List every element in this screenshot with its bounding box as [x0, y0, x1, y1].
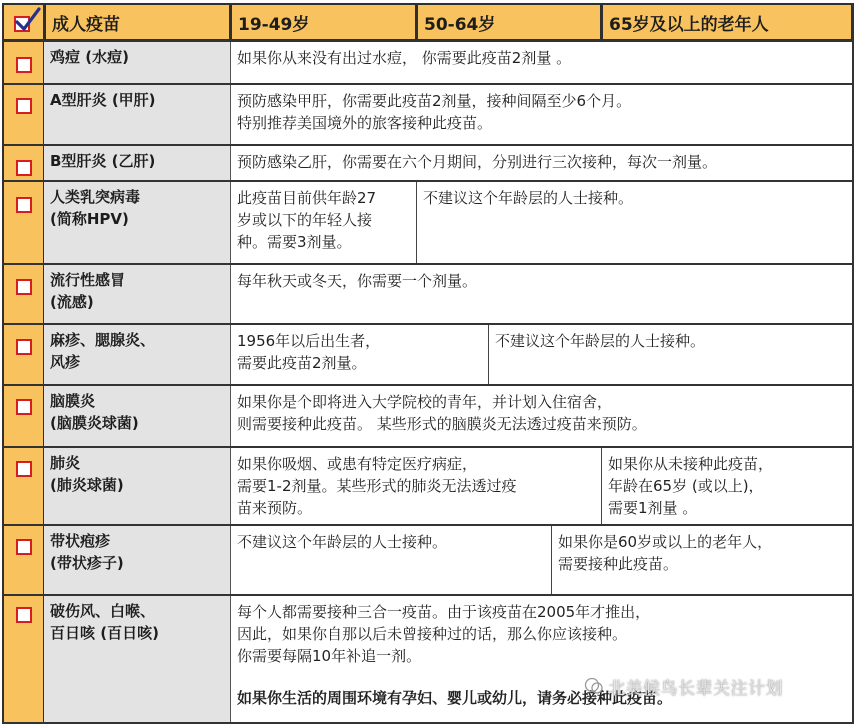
vaccine-name: 破伤风、白喉、 百日咳 (百日咳)	[44, 595, 231, 724]
checkbox-cell	[2, 385, 44, 447]
recommendation-cell: 不建议这个年龄层的人士接种。	[488, 324, 853, 385]
row-checkbox[interactable]	[16, 279, 32, 295]
header-age-50-64: 50-64岁	[416, 3, 602, 41]
row-checkbox[interactable]	[16, 57, 32, 73]
recommendation-cell: 如果你从未接种此疫苗， 年龄在65岁 (或以上)， 需要1剂量 。	[601, 447, 853, 525]
row-divider	[2, 144, 853, 146]
recommendation-cell: 预防感染乙肝，你需要在六个月期间，分别进行三次接种，每次一剂量。	[231, 145, 853, 181]
recommendation-cell: 每年秋天或冬天，你需要一个剂量。	[231, 264, 853, 324]
recommendation-cell: 不建议这个年龄层的人士接种。	[231, 525, 551, 595]
header-vaccine: 成人疫苗	[44, 3, 231, 41]
row-checkbox[interactable]	[16, 607, 32, 623]
row-divider	[2, 524, 853, 526]
row-checkbox[interactable]	[16, 399, 32, 415]
table-right-border	[852, 3, 854, 724]
checkbox-cell	[2, 41, 44, 84]
recommendation-cell: 如果你吸烟、或患有特定医疗病症， 需要1-2剂量。某些形式的肺炎无法透过疫 苗来预防。	[231, 447, 601, 525]
recommendation-cell: 如果你是60岁或以上的老年人， 需要接种此疫苗。	[551, 525, 853, 595]
recommendation-cell: 1956年以后出生者， 需要此疫苗2剂量。	[231, 324, 488, 385]
row-checkbox[interactable]	[16, 197, 32, 213]
row-divider	[2, 446, 853, 448]
table-bottom-border	[2, 722, 853, 724]
row-checkbox[interactable]	[16, 539, 32, 555]
checkbox-column-header	[2, 3, 44, 41]
checkbox-cell	[2, 264, 44, 324]
checkbox-cell	[2, 525, 44, 595]
checkbox-cell	[2, 145, 44, 181]
vaccine-name: A型肝炎 (甲肝)	[44, 84, 231, 145]
recommendation-cell: 如果你是个即将进入大学院校的青年，并计划入住宿舍， 则需要接种此疫苗。 某些形式的脑膜炎无法透过疫苗来预防。	[231, 385, 853, 447]
recommendation-cell: 如果你从来没有出过水痘， 你需要此疫苗2剂量 。	[231, 41, 853, 84]
vaccine-name: 鸡痘 (水痘)	[44, 41, 231, 84]
checkbox-cell	[2, 84, 44, 145]
recommendation-cell: 此疫苗目前供年龄27 岁或以下的年轻人接 种。需要3剂量。	[231, 181, 416, 264]
checkbox-cell	[2, 181, 44, 264]
vaccine-name: 带状疱疹 (带状疹子)	[44, 525, 231, 595]
row-divider	[2, 594, 853, 596]
header-age-65-plus: 65岁及以上的老年人	[601, 3, 853, 41]
row-divider	[2, 384, 853, 386]
row-checkbox[interactable]	[16, 160, 32, 176]
row-checkbox[interactable]	[16, 339, 32, 355]
row-divider	[2, 83, 853, 85]
vaccine-name: 人类乳突病毒 (简称HPV)	[44, 181, 231, 264]
checkbox-cell	[2, 447, 44, 525]
checkmark-icon	[12, 5, 42, 35]
row-divider	[2, 263, 853, 265]
watermark: 北美候鸟长辈关注计划	[608, 679, 783, 699]
emphasis-note: 如果你生活的周围环境有孕妇、婴儿或幼儿，请务必接种此疫苗。	[237, 689, 673, 707]
header-age-19-49: 19-49岁	[230, 3, 417, 41]
vaccine-name: 脑膜炎 (脑膜炎球菌)	[44, 385, 231, 447]
checkbox-cell	[2, 595, 44, 724]
vaccine-name: 麻疹、腮腺炎、 风疹	[44, 324, 231, 385]
recommendation-cell: 每个人都需要接种三合一疫苗。由于该疫苗在2005年才推出， 因此，如果你自那以后未曾接种过的话，那么你应该接种。 你需要每隔10年补追一剂。	[231, 595, 853, 724]
wechat-icon	[584, 676, 604, 696]
row-divider	[2, 323, 853, 325]
vaccine-name: B型肝炎 (乙肝)	[44, 145, 231, 181]
row-checkbox[interactable]	[16, 461, 32, 477]
recommendation-cell: 预防感染甲肝，你需要此疫苗2剂量，接种间隔至少6个月。 特别推荐美国境外的旅客接种此疫苗。	[231, 84, 853, 145]
vaccine-name: 肺炎 (肺炎球菌)	[44, 447, 231, 525]
vaccine-name: 流行性感冒 (流感)	[44, 264, 231, 324]
row-divider	[2, 180, 853, 182]
recommendation-cell: 不建议这个年龄层的人士接种。	[416, 181, 853, 264]
row-checkbox[interactable]	[16, 98, 32, 114]
checkbox-cell	[2, 324, 44, 385]
row-divider	[2, 40, 853, 42]
